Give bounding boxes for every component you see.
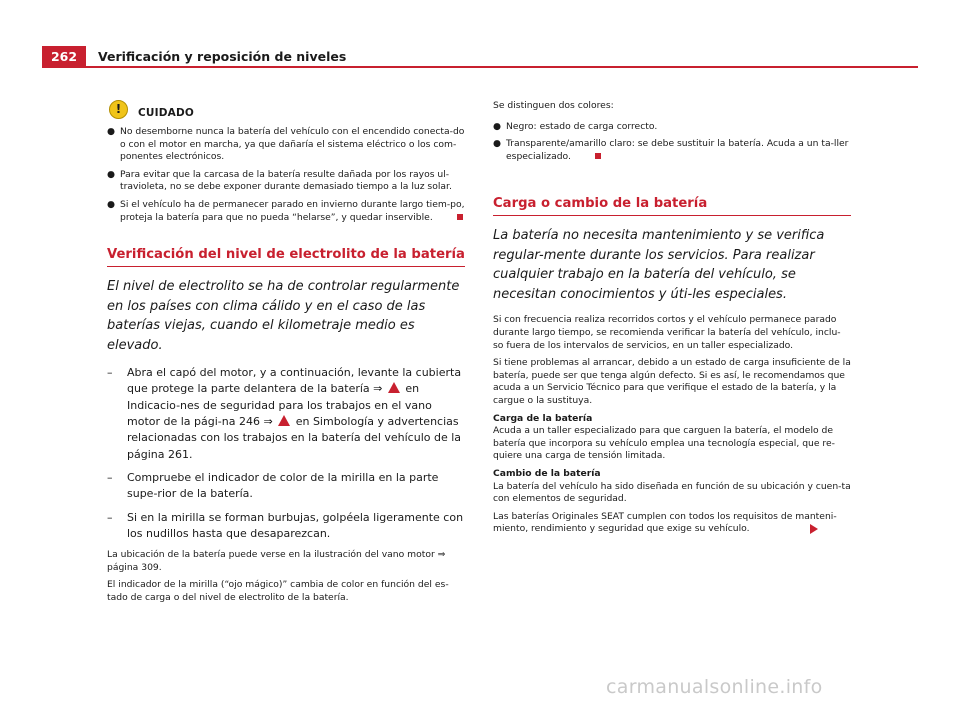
- body-paragraph: La batería del vehículo ha sido diseñada en función de su ubicación y cuen-ta con elementos de seguridad.: [493, 480, 851, 505]
- step-item: – Compruebe el indicador de color de la mirilla en la parte supe-rior de la batería.: [107, 470, 439, 501]
- subheading: Carga de la batería: [493, 412, 593, 424]
- step-item: – Si en la mirilla se forman burbujas, golpéela ligeramente con los nudillos hasta que desaparezcan.: [107, 510, 464, 540]
- step-item: – Abra el capó del motor, y a continuación, levante la cubierta que protege la parte delantera de la batería ⇒ en Indicacio-nes de seguridad para los trabajos en el vano motor de la pági-na 246 ⇒ en Simbología y advertencias relacionadas con los trabajos en la batería del vehículo de la página 261.: [107, 366, 462, 461]
- caution-bullet: ● No desemborne nunca la batería del vehículo con el encendido conecta-do o con el motor en marcha, ya que dañaría el sistema eléctrico o los com-ponentes electrónicos.: [107, 126, 465, 163]
- end-of-section-icon: [457, 214, 463, 220]
- watermark: carmanualsonline.info: [606, 676, 823, 698]
- continue-arrow-icon[interactable]: [810, 524, 818, 534]
- section-lead: La batería no necesita mantenimiento y se verifica regular-mente durante los servicios. Para realizar cualquier trabajo en la batería del vehículo, se necesitan conocimientos y úti-les especiales.: [493, 228, 825, 302]
- color-bullet: ● Negro: estado de carga correcto.: [493, 120, 658, 132]
- bullet-dot: ●: [493, 120, 502, 132]
- caution-icon: !: [109, 100, 128, 119]
- header-rule: [86, 66, 918, 68]
- note-paragraph: El indicador de la mirilla (“ojo mágico)” cambia de color en función del es-tado de carga o del nivel de electrolito de la batería.: [107, 579, 449, 603]
- section-title-electrolyte: Verificación del nivel de electrolito de la batería: [107, 247, 465, 267]
- chapter-title: Verificación y reposición de niveles: [98, 49, 347, 64]
- body-paragraph: Si tiene problemas al arrancar, debido a un estado de carga insuficiente de la batería, puede ser que tenga algún defecto. Si es así, le recomendamos que acuda a un Servicio Técnico para que verifique el estado de la batería, y la cargue o la sustituya.: [493, 357, 851, 406]
- left-column: [107, 100, 465, 610]
- caution-bullet: ● Si el vehículo ha de permanecer parado en invierno durante largo tiem-po, proteja la batería para que no pueda “helarse”, y quedar inservible.: [107, 198, 465, 223]
- warning-triangle-icon[interactable]: [278, 415, 290, 426]
- bullet-dot: ●: [107, 168, 116, 180]
- right-column: [493, 100, 851, 541]
- end-of-section-icon: [595, 153, 601, 159]
- bullet-dot: ●: [107, 198, 116, 210]
- warning-triangle-icon[interactable]: [388, 382, 400, 393]
- page-number: 262: [42, 46, 86, 68]
- color-bullet: ● Transparente/amarillo claro: se debe sustituir la batería. Acuda a un ta-ller especializado.: [493, 138, 849, 162]
- body-paragraph: Si con frecuencia realiza recorridos cortos y el vehículo permanece parado durante largo tiempo, se recomienda verificar la batería del vehículo, inclu-so fuera de los intervalos de servicios, en un taller especializado.: [493, 314, 841, 351]
- caution-bullet: ● Para evitar que la carcasa de la batería resulte dañada por los rayos ul-travioleta, no se debe exponer durante demasiado tiempo a la luz solar.: [107, 168, 452, 193]
- bullet-dot: ●: [493, 138, 502, 150]
- section-lead: El nivel de electrolito se ha de controlar regularmente en los países con clima cálido y en el caso de las baterías viejas, cuando el kilometraje medio es elevado.: [107, 279, 460, 353]
- caution-label: CUIDADO: [138, 107, 195, 119]
- intro-text: Se distinguen dos colores:: [493, 100, 614, 111]
- body-paragraph: Acuda a un taller especializado para que carguen la batería, el modelo de batería que incorpora su vehículo emplea una tecnología especial, que re-quiere una carga de tensión limitada.: [493, 425, 835, 462]
- bullet-dot: ●: [107, 126, 116, 137]
- caution-header: [107, 100, 465, 122]
- page-header: [0, 0, 960, 70]
- note-paragraph: La ubicación de la batería puede verse en la ilustración del vano motor ⇒ página 309.: [107, 549, 446, 573]
- subheading: Cambio de la batería: [493, 467, 601, 479]
- body-paragraph: Las baterías Originales SEAT cumplen con todos los requisitos de manteni-miento, rendimiento y seguridad que exige su vehículo.: [493, 510, 837, 535]
- section-title-charging: Carga o cambio de la batería: [493, 196, 851, 216]
